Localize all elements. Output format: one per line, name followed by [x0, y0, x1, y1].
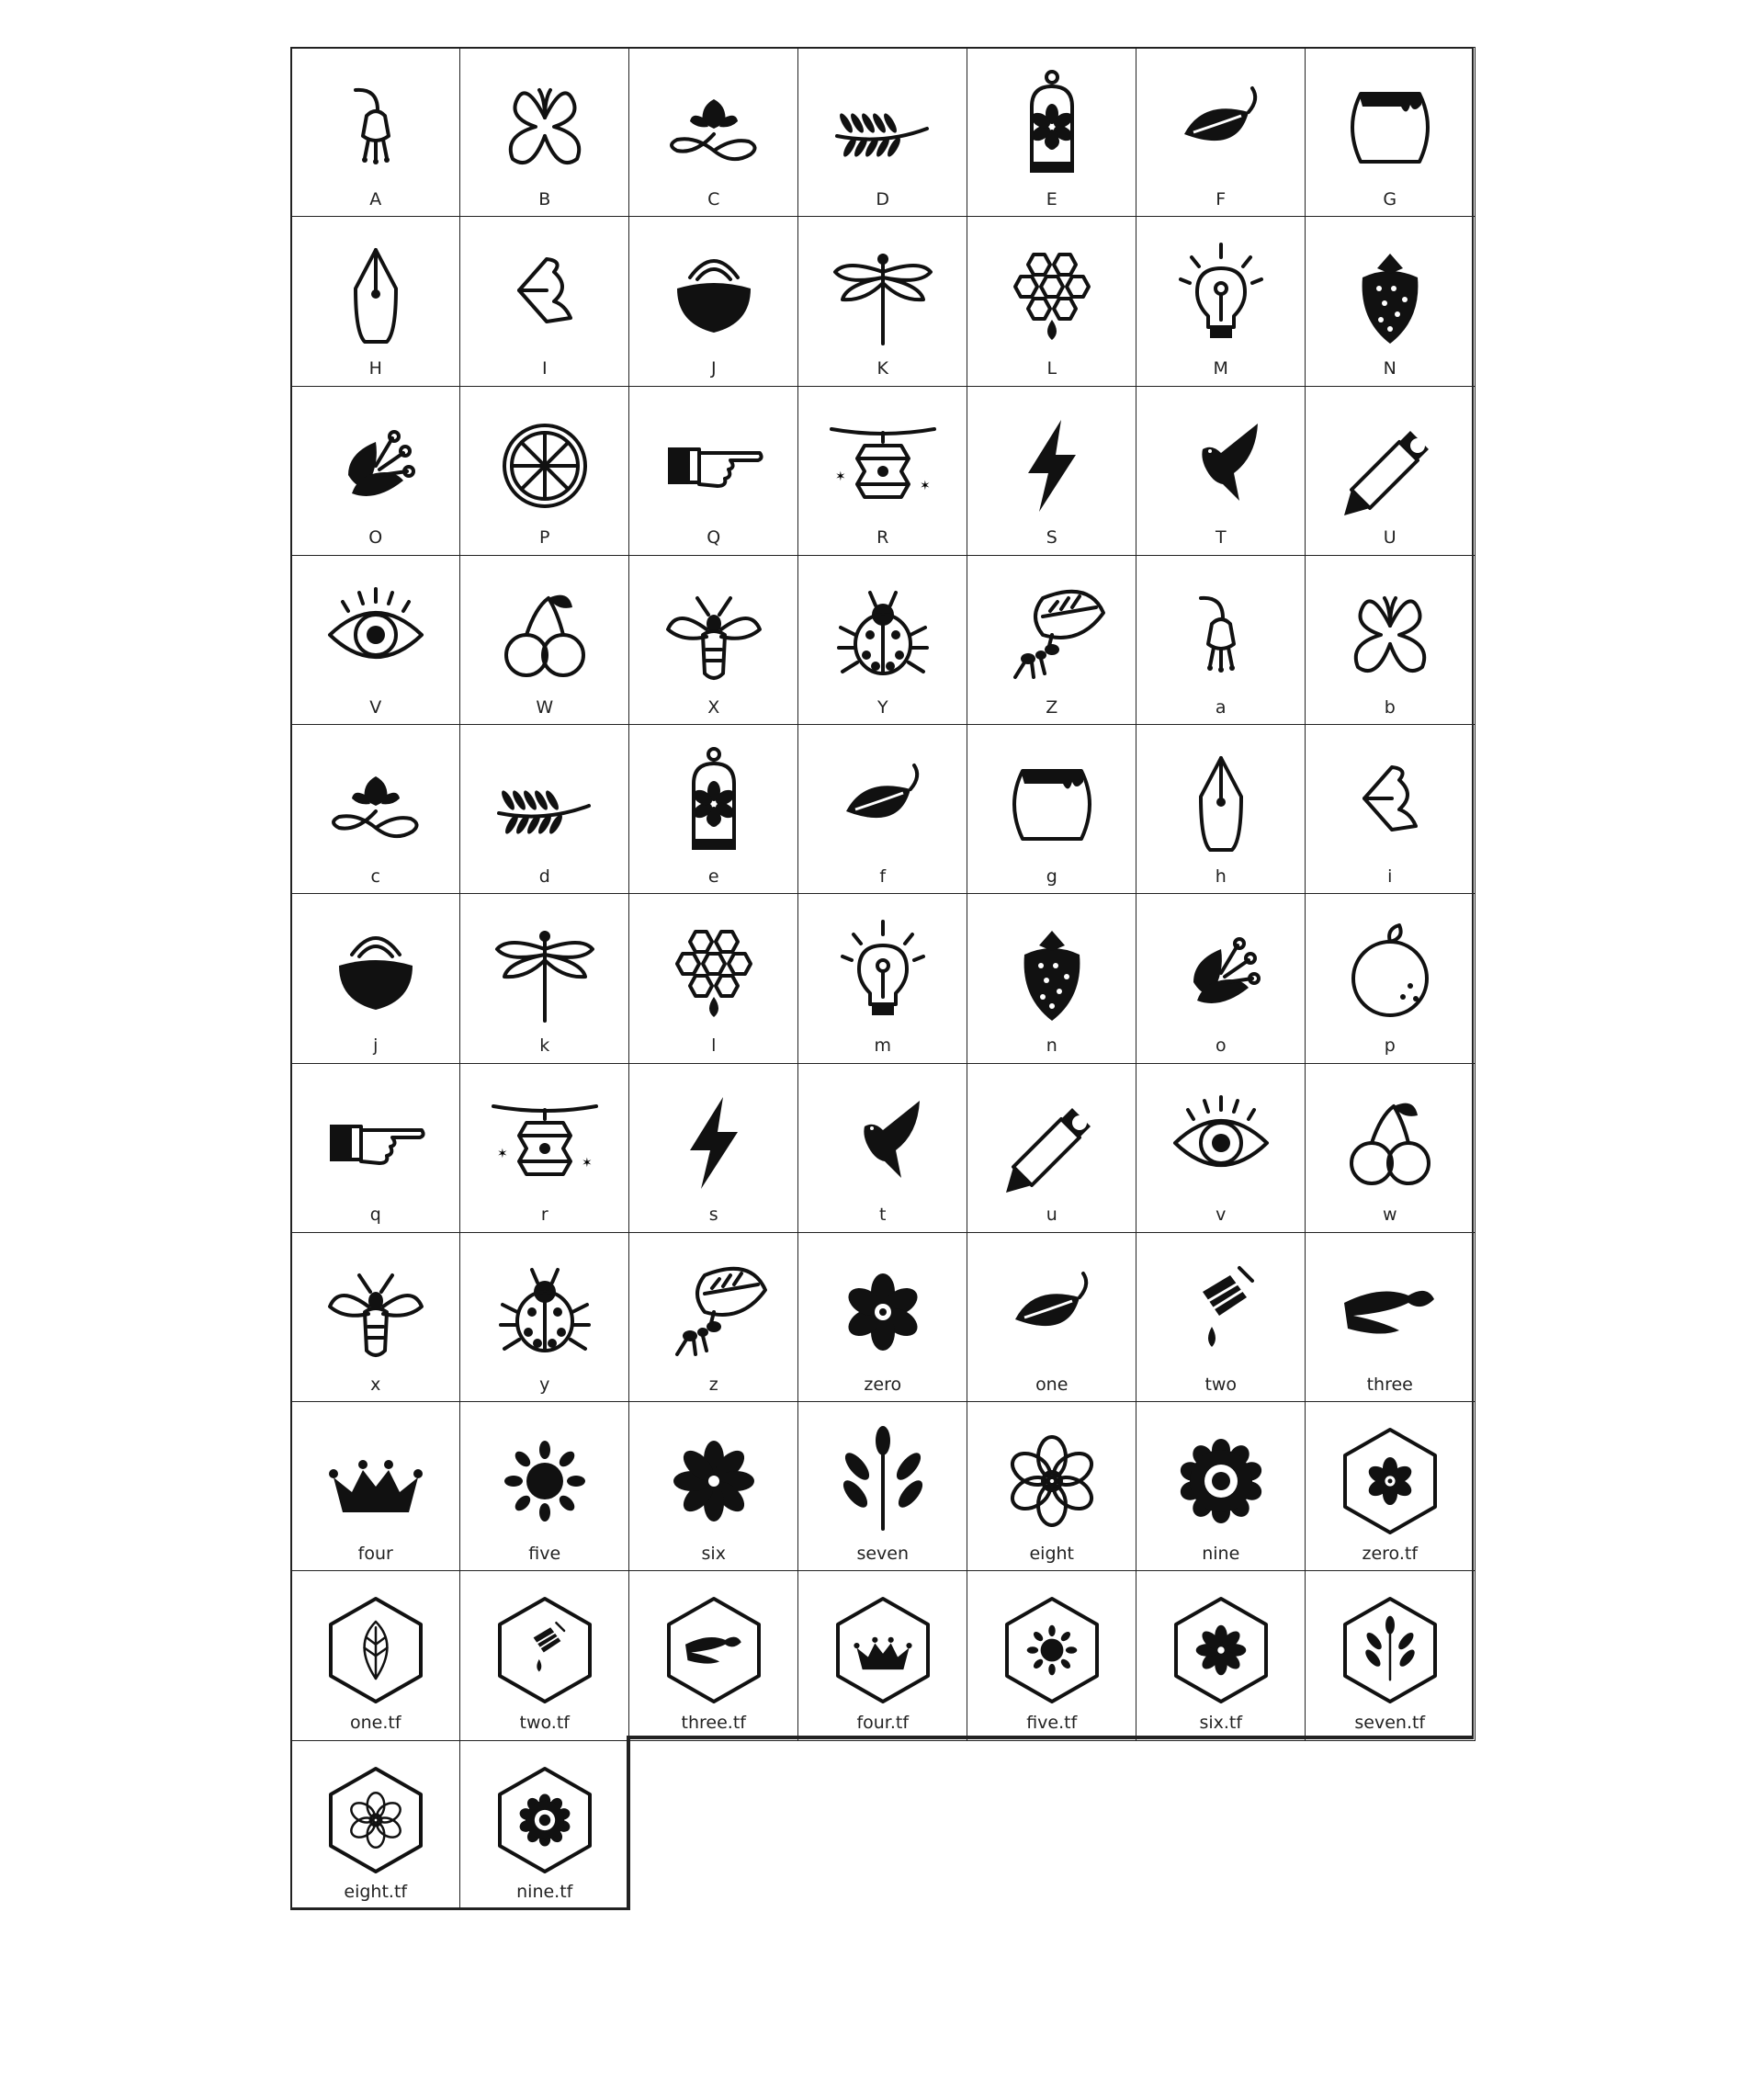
leaf-branch-icon — [481, 740, 609, 868]
glyph-cell — [967, 893, 1137, 1064]
glyph-cell — [797, 1401, 968, 1572]
glyph-label: d — [538, 865, 550, 887]
glyph-label: S — [1046, 527, 1057, 549]
hexagon-daisy-icon — [1157, 1586, 1285, 1714]
hexagon-honey-dipper-icon — [481, 1586, 609, 1714]
crown-icon — [311, 1417, 440, 1545]
glyph-label: P — [539, 527, 550, 549]
honey-dipper-icon — [1157, 1248, 1285, 1376]
glyph-cell — [967, 724, 1137, 895]
pointing-hand-icon — [311, 1079, 440, 1207]
glyph-cell — [797, 386, 968, 557]
leaf-sprout-icon — [1326, 740, 1454, 868]
glyph-cell — [1136, 893, 1306, 1064]
lotus-infinity-icon — [311, 740, 440, 868]
glyph-cell — [1305, 216, 1476, 387]
cherries-icon — [481, 571, 609, 699]
hexagon-sun-icon — [988, 1586, 1116, 1714]
glyph-label: U — [1383, 527, 1396, 549]
glyph-cell — [459, 386, 630, 557]
glyph-label: six.tf — [1199, 1713, 1243, 1734]
glyph-cell — [628, 555, 799, 726]
glyph-label: L — [1046, 358, 1057, 379]
glyph-cell — [1136, 1232, 1306, 1403]
glyph-label: eight.tf — [344, 1882, 408, 1903]
glyph-cell — [290, 47, 461, 218]
glyph-cell — [1305, 893, 1476, 1064]
gear-flower-icon — [1157, 1417, 1285, 1545]
glyph-label: Y — [876, 696, 888, 718]
hexagon-leaf-icon — [311, 1586, 440, 1714]
glyph-cell — [290, 1232, 461, 1403]
glyph-cell — [967, 555, 1137, 726]
glyph-label: nine — [1202, 1543, 1240, 1564]
glyph-label: x — [370, 1374, 381, 1395]
lightning-bolt-icon — [650, 1079, 778, 1207]
glyph-label: Q — [707, 527, 721, 549]
butterfly-icon — [1326, 571, 1454, 699]
glyph-label: Z — [1046, 696, 1058, 718]
lotus-flower-icon — [311, 909, 440, 1037]
glyph-cell — [459, 555, 630, 726]
glyph-cell — [628, 724, 799, 895]
glyph-label: D — [876, 188, 890, 209]
glyph-cell — [459, 724, 630, 895]
glyph-label: four.tf — [856, 1713, 910, 1734]
glyph-cell — [797, 724, 968, 895]
glyph-cell — [628, 1232, 799, 1403]
leaf-sprout-icon — [481, 232, 609, 360]
glyph-label: zero — [864, 1374, 902, 1395]
strawberry-icon — [988, 909, 1116, 1037]
glyph-label: o — [1215, 1035, 1227, 1057]
glyph-label: I — [541, 358, 548, 379]
hexagon-crown-icon — [819, 1586, 947, 1714]
lantern-icon — [650, 740, 778, 868]
glyph-label: m — [874, 1035, 891, 1057]
glyph-cell — [628, 893, 799, 1064]
honeycomb-icon — [988, 232, 1116, 360]
glyph-label: six — [701, 1543, 726, 1564]
svg-text:✶: ✶ — [834, 469, 846, 484]
glyph-label: a — [1215, 696, 1227, 718]
svg-text:✶: ✶ — [581, 1155, 593, 1171]
glyph-cell — [628, 1570, 799, 1741]
glyph-label: q — [369, 1205, 381, 1226]
glyph-cell — [290, 1740, 461, 1911]
glyph-label: e — [707, 865, 719, 887]
pen-nib-icon — [311, 232, 440, 360]
glyph-label: J — [710, 358, 717, 379]
glyph-label: t — [879, 1205, 887, 1226]
glyph-cell — [459, 1740, 630, 1911]
glyph-label: u — [1046, 1205, 1057, 1226]
sun-icon — [481, 1417, 609, 1545]
blossom-icon — [311, 402, 440, 530]
glyph-cell — [459, 216, 630, 387]
glyph-cell — [967, 47, 1137, 218]
wind-swirl-icon — [1326, 1248, 1454, 1376]
lotus-infinity-icon — [650, 62, 778, 191]
honeycomb-icon — [650, 909, 778, 1037]
glyph-cell — [459, 1232, 630, 1403]
hexagon-wind-icon — [650, 1586, 778, 1714]
flower-outline-icon — [988, 1417, 1116, 1545]
beehive-icon — [819, 402, 947, 530]
hexagon-gear-flower-icon — [481, 1756, 609, 1884]
glyph-cell — [459, 47, 630, 218]
glyph-label: j — [373, 1035, 379, 1057]
glyph-cell — [1136, 47, 1306, 218]
glyph-cell — [290, 724, 461, 895]
glyph-cell — [797, 47, 968, 218]
glyph-cell — [797, 1570, 968, 1741]
glyph-cell — [1305, 555, 1476, 726]
orange-icon — [1326, 909, 1454, 1037]
glyph-label: one.tf — [349, 1713, 401, 1734]
ant-leaf-icon — [988, 571, 1116, 699]
glyph-label: eight — [1029, 1543, 1075, 1564]
glyph-label: C — [707, 188, 720, 209]
glyph-label: v — [1216, 1205, 1227, 1226]
glyph-label: zero.tf — [1362, 1543, 1419, 1564]
light-bulb-icon — [819, 909, 947, 1037]
lantern-icon — [988, 62, 1116, 191]
ladybug-icon — [819, 571, 947, 699]
glyph-cell — [628, 216, 799, 387]
glyph-label: three.tf — [681, 1713, 746, 1734]
honey-pot-icon — [988, 740, 1116, 868]
glyph-label: O — [368, 527, 383, 549]
glyph-cell — [1305, 386, 1476, 557]
glyph-cell — [1136, 1401, 1306, 1572]
plant-icon — [819, 1417, 947, 1545]
hexagon-flower-icon — [1326, 1417, 1454, 1545]
citrus-slice-icon — [481, 402, 609, 530]
glyph-label: B — [538, 188, 551, 209]
glyph-cell — [1305, 1401, 1476, 1572]
glyph-cell — [797, 893, 968, 1064]
glyph-label: F — [1216, 188, 1227, 209]
glyph-cell — [1305, 1232, 1476, 1403]
ladybug-icon — [481, 1248, 609, 1376]
bee-icon — [650, 571, 778, 699]
glyph-label: seven.tf — [1354, 1713, 1426, 1734]
glyph-cell — [967, 1232, 1137, 1403]
glyph-label: V — [369, 696, 382, 718]
glyph-label: w — [1382, 1205, 1397, 1226]
svg-text:✶: ✶ — [919, 478, 931, 493]
glyph-label: three — [1366, 1374, 1413, 1395]
glyph-cell — [1136, 216, 1306, 387]
glyph-label: i — [1387, 865, 1393, 887]
glyph-cell — [290, 1063, 461, 1234]
hexagon-flower-outline-icon — [311, 1756, 440, 1884]
hanging-flower-icon — [1157, 571, 1285, 699]
dragonfly-icon — [481, 909, 609, 1037]
glyph-cell — [628, 1063, 799, 1234]
blossom-icon — [1157, 909, 1285, 1037]
glyph-cell — [628, 47, 799, 218]
leaf-icon — [1157, 62, 1285, 191]
glyph-cell — [459, 1063, 630, 1234]
glyph-cell — [797, 1063, 968, 1234]
glyph-label: h — [1215, 865, 1227, 887]
eye-icon — [311, 571, 440, 699]
glyph-label: b — [1384, 696, 1396, 718]
glyph-cell — [967, 386, 1137, 557]
pointing-hand-icon — [650, 402, 778, 530]
glyph-label: N — [1383, 358, 1396, 379]
glyph-cell — [1305, 724, 1476, 895]
glyph-label: one — [1035, 1374, 1069, 1395]
svg-text:✶: ✶ — [496, 1146, 508, 1161]
pencil-icon — [1326, 402, 1454, 530]
glyph-cell — [1305, 1570, 1476, 1741]
glyph-cell — [1136, 1063, 1306, 1234]
glyph-label: nine.tf — [516, 1882, 573, 1903]
honey-pot-icon — [1326, 62, 1454, 191]
glyph-label: seven — [856, 1543, 910, 1564]
cherries-icon — [1326, 1079, 1454, 1207]
butterfly-icon — [481, 62, 609, 191]
ant-leaf-icon — [650, 1248, 778, 1376]
glyph-cell — [290, 893, 461, 1064]
hexagon-plant-icon — [1326, 1586, 1454, 1714]
glyph-cell — [797, 1232, 968, 1403]
leaf-icon — [988, 1248, 1116, 1376]
glyph-cell — [459, 893, 630, 1064]
leaf-branch-icon — [819, 62, 947, 191]
glyph-cell — [797, 216, 968, 387]
pencil-icon — [988, 1079, 1116, 1207]
glyph-cell — [1305, 47, 1476, 218]
beehive-icon — [481, 1079, 609, 1207]
glyph-cell — [797, 555, 968, 726]
daisy-icon — [650, 1417, 778, 1545]
glyph-label: K — [876, 358, 888, 379]
glyph-label: T — [1215, 527, 1227, 549]
glyph-label: five — [528, 1543, 561, 1564]
glyph-cell — [1136, 724, 1306, 895]
glyph-cell — [1136, 1570, 1306, 1741]
glyph-label: four — [357, 1543, 393, 1564]
glyph-label: n — [1046, 1035, 1057, 1057]
glyph-label: k — [539, 1035, 550, 1057]
glyph-label: two — [1204, 1374, 1238, 1395]
glyph-label: E — [1046, 188, 1057, 209]
six-petal-flower-icon — [819, 1248, 947, 1376]
glyph-cell — [290, 555, 461, 726]
glyph-cell — [290, 1570, 461, 1741]
glyph-cell — [628, 1401, 799, 1572]
glyph-cell — [459, 1570, 630, 1741]
glyph-label: c — [370, 865, 380, 887]
eye-icon — [1157, 1079, 1285, 1207]
glyph-label: H — [368, 358, 382, 379]
glyph-label: l — [711, 1035, 717, 1057]
glyph-cell — [290, 1401, 461, 1572]
light-bulb-icon — [1157, 232, 1285, 360]
hummingbird-icon — [819, 1079, 947, 1207]
glyph-label: X — [707, 696, 720, 718]
pen-nib-icon — [1157, 740, 1285, 868]
glyph-label: two.tf — [519, 1713, 570, 1734]
glyph-label: M — [1213, 358, 1228, 379]
glyph-cell — [967, 1570, 1137, 1741]
glyph-cell — [967, 1063, 1137, 1234]
glyph-cell — [967, 216, 1137, 387]
hummingbird-icon — [1157, 402, 1285, 530]
glyph-label: s — [708, 1205, 718, 1226]
lotus-flower-icon — [650, 232, 778, 360]
lightning-bolt-icon — [988, 402, 1116, 530]
glyph-label: r — [540, 1205, 548, 1226]
dragonfly-icon — [819, 232, 947, 360]
glyph-label: g — [1046, 865, 1057, 887]
glyph-cell — [628, 386, 799, 557]
glyph-label: p — [1384, 1035, 1396, 1057]
glyph-label: z — [708, 1374, 718, 1395]
glyph-label: W — [536, 696, 554, 718]
glyph-label: five.tf — [1026, 1713, 1078, 1734]
strawberry-icon — [1326, 232, 1454, 360]
glyph-cell — [1305, 1063, 1476, 1234]
glyph-cell — [1136, 555, 1306, 726]
glyph-cell — [290, 216, 461, 387]
glyph-label: y — [539, 1374, 550, 1395]
glyph-label: G — [1383, 188, 1397, 209]
glyph-label: R — [876, 527, 889, 549]
glyph-grid — [290, 47, 1474, 1909]
bee-icon — [311, 1248, 440, 1376]
leaf-icon — [819, 740, 947, 868]
glyph-cell — [967, 1401, 1137, 1572]
hanging-flower-icon — [311, 62, 440, 191]
glyph-cell — [459, 1401, 630, 1572]
glyph-cell — [290, 386, 461, 557]
glyph-label: A — [369, 188, 382, 209]
glyph-cell — [1136, 386, 1306, 557]
glyph-label: f — [879, 865, 887, 887]
